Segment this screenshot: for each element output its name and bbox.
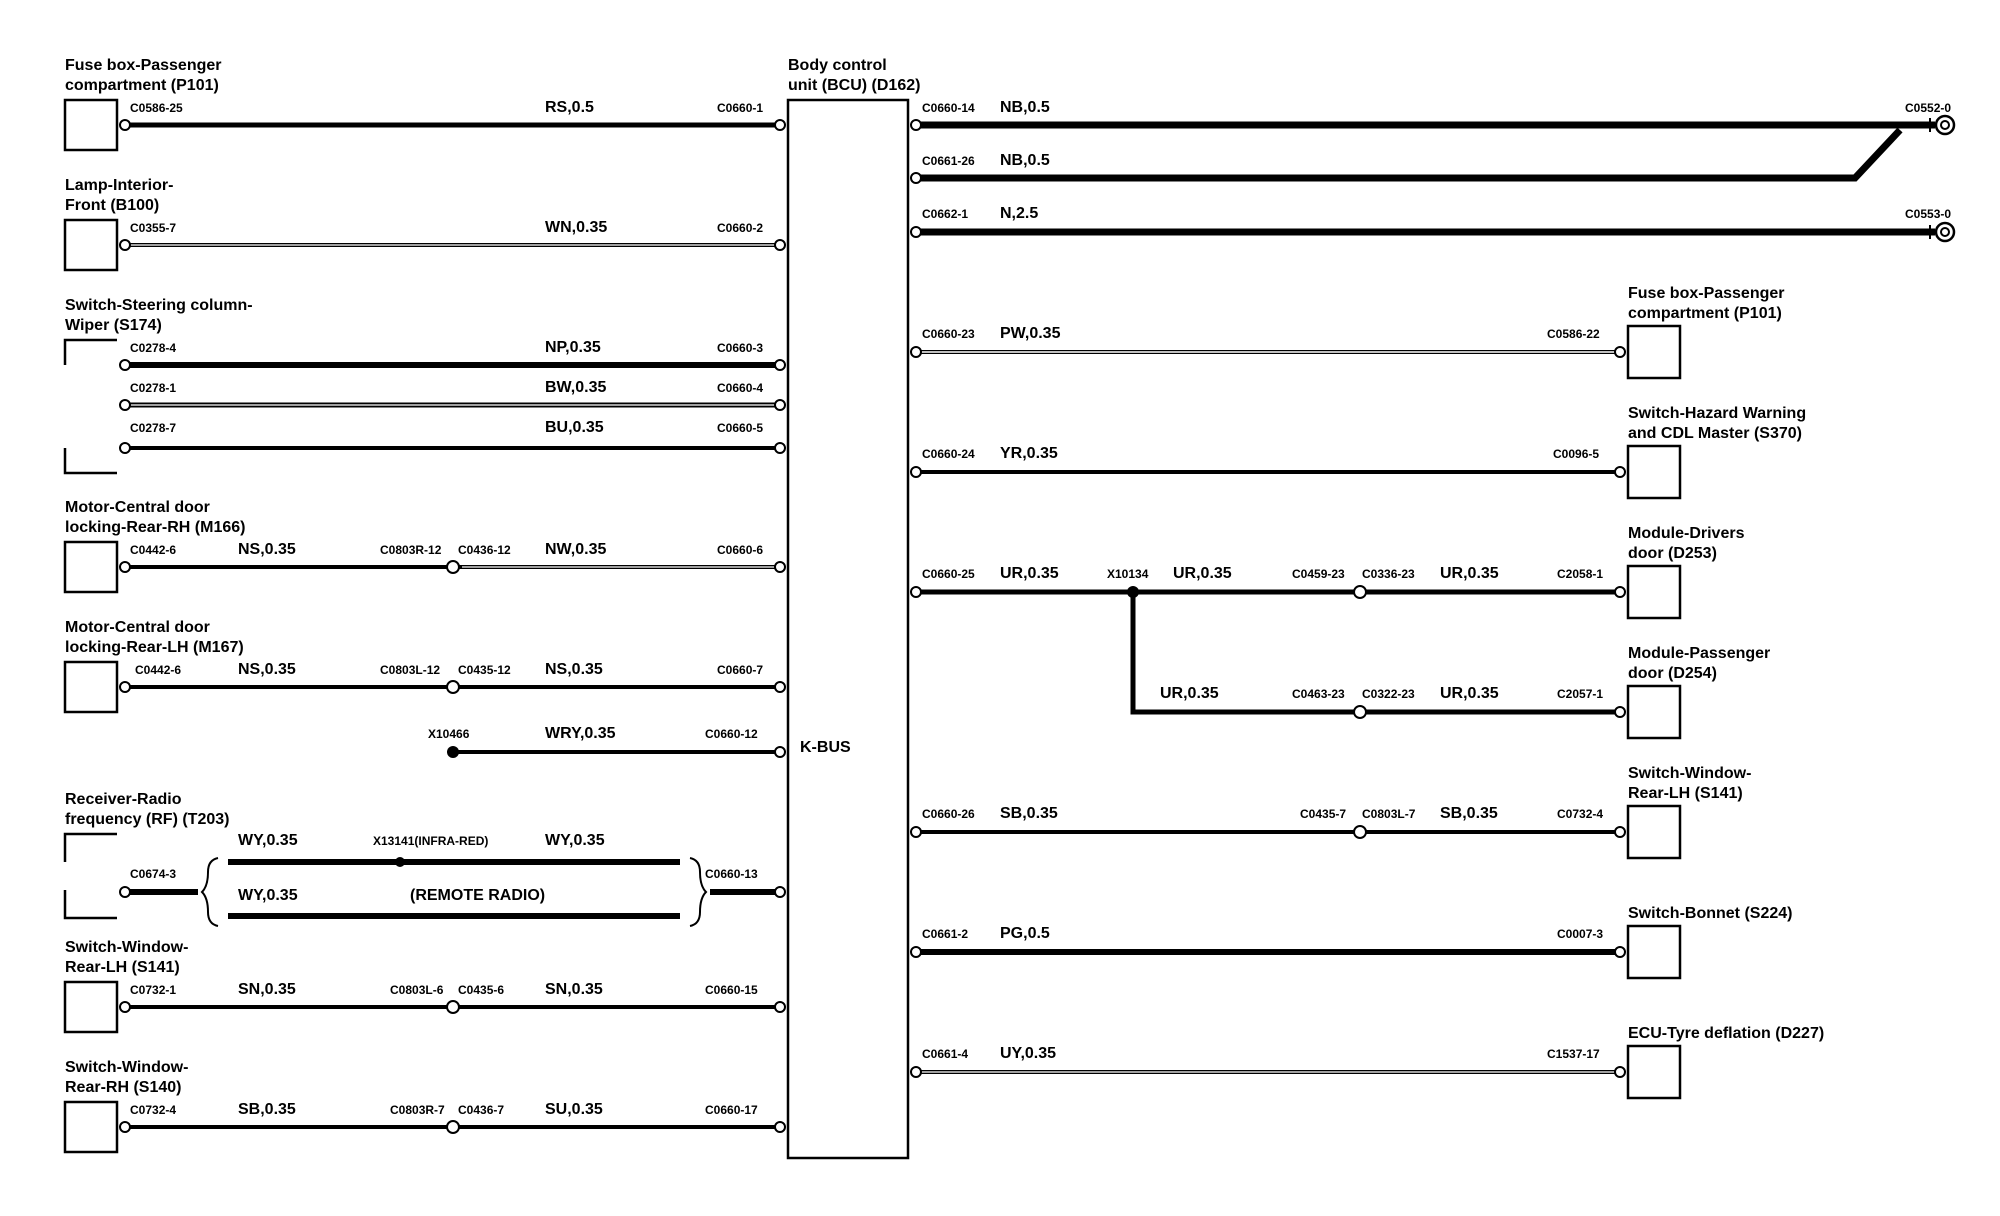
inline-connector-label: C0435-7 <box>1300 807 1347 821</box>
splice-label: X10466 <box>428 727 470 741</box>
component-box <box>65 982 117 1032</box>
inline-connector-label: C0436-12 <box>458 543 511 557</box>
terminal <box>775 887 785 897</box>
component-label: compartment (P101) <box>65 77 219 94</box>
bcu-pin-label: C0660-24 <box>922 447 975 461</box>
left-lamp-row <box>65 177 785 270</box>
wire-label: SU,0.35 <box>545 1101 603 1118</box>
component-label: door (D254) <box>1628 665 1717 682</box>
connector-label: C2057-1 <box>1557 687 1604 701</box>
terminal <box>911 227 921 237</box>
bcu-pin-label: C0660-3 <box>717 341 764 355</box>
component-label: Switch-Window- <box>65 1059 189 1076</box>
left-window-lh-row <box>65 939 785 1032</box>
terminal <box>775 1122 785 1132</box>
wire-label: NW,0.35 <box>545 541 607 558</box>
wire-label: NS,0.35 <box>238 541 296 558</box>
terminal <box>1615 707 1625 717</box>
left-splice-row <box>428 725 785 758</box>
bcu-pin-label: C0660-13 <box>705 867 758 881</box>
component-label: and CDL Master (S370) <box>1628 425 1802 442</box>
wire-label: PW,0.35 <box>1000 325 1061 342</box>
bcu-pin-label: C0660-15 <box>705 983 758 997</box>
right-brace <box>690 858 706 926</box>
terminal <box>775 562 785 572</box>
inline-connector-label: C0463-23 <box>1292 687 1345 701</box>
component-label: Module-Passenger <box>1628 645 1771 662</box>
terminal <box>120 682 130 692</box>
terminal <box>775 747 785 757</box>
wire-label: SN,0.35 <box>238 981 296 998</box>
terminal <box>120 1122 130 1132</box>
bcu-box <box>788 100 908 1158</box>
splice-dot <box>447 746 459 758</box>
connector-label: C0007-3 <box>1557 927 1604 941</box>
terminal <box>911 467 921 477</box>
wire-label: WY,0.35 <box>545 832 605 849</box>
component-label: door (D253) <box>1628 545 1717 562</box>
wire-label: WY,0.35 <box>238 887 298 904</box>
body-control-unit <box>788 57 920 1158</box>
inline-connector <box>1354 826 1366 838</box>
inline-connector-label: C0803L-7 <box>1362 807 1416 821</box>
inline-connector-label: C0336-23 <box>1362 567 1415 581</box>
component-label: Switch-Window- <box>65 939 189 956</box>
splice-dot <box>395 857 405 867</box>
left-fuse-box-row <box>65 57 785 150</box>
component-label: Rear-RH (S140) <box>65 1079 182 1096</box>
component-label: Switch-Bonnet (S224) <box>1628 905 1793 922</box>
component-box <box>65 340 117 473</box>
terminal <box>120 1002 130 1012</box>
eyelet-label: C0552-0 <box>1905 101 1952 115</box>
bcu-pin-label: C0661-26 <box>922 154 975 168</box>
inline-connector <box>447 681 459 693</box>
bcu-pin-label: C0660-4 <box>717 381 764 395</box>
component-label: Lamp-Interior- <box>65 177 174 194</box>
component-label: Fuse box-Passenger <box>1628 285 1785 302</box>
connector-label: C0355-7 <box>130 221 177 235</box>
terminal <box>1615 1067 1625 1077</box>
bcu-pin-label: C0660-6 <box>717 543 764 557</box>
terminal <box>1615 467 1625 477</box>
component-label: compartment (P101) <box>1628 305 1782 322</box>
wire-label: SN,0.35 <box>545 981 603 998</box>
terminal <box>911 347 921 357</box>
terminal <box>120 240 130 250</box>
inline-connector-label: C0435-12 <box>458 663 511 677</box>
wire-label: BW,0.35 <box>545 379 607 396</box>
terminal <box>120 360 130 370</box>
wire-label: SB,0.35 <box>1440 805 1498 822</box>
component-label: Wiper (S174) <box>65 317 162 334</box>
terminal <box>775 240 785 250</box>
connector-label: C0732-4 <box>130 1103 177 1117</box>
wire-label: UY,0.35 <box>1000 1045 1057 1062</box>
terminal <box>1615 947 1625 957</box>
connector-label: C0278-1 <box>130 381 177 395</box>
eyelet-label: C0553-0 <box>1905 207 1952 221</box>
connector-label: C0732-1 <box>130 983 177 997</box>
wire-label: PG,0.5 <box>1000 925 1050 942</box>
connector-label: C2058-1 <box>1557 567 1604 581</box>
inline-connector <box>447 561 459 573</box>
wire-label: SB,0.35 <box>238 1101 296 1118</box>
terminal <box>911 1067 921 1077</box>
connector-label: C0278-4 <box>130 341 177 355</box>
component-box <box>1628 566 1680 618</box>
left-wiper-switch-rows <box>65 297 785 473</box>
inline-connector-label: C0435-6 <box>458 983 505 997</box>
inline-connector <box>447 1001 459 1013</box>
terminal <box>911 173 921 183</box>
wire-label: NP,0.35 <box>545 339 601 356</box>
wire-label: WN,0.35 <box>545 219 608 236</box>
terminal <box>120 443 130 453</box>
wire <box>916 130 1900 178</box>
wire-label: SB,0.35 <box>1000 805 1058 822</box>
inline-connector-label: C0803L-6 <box>390 983 444 997</box>
terminal <box>1615 587 1625 597</box>
bcu-pin-label: C0661-2 <box>922 927 969 941</box>
component-label: Receiver-Radio <box>65 791 182 808</box>
left-receiver-row <box>65 791 785 926</box>
inline-connector-label: C0803R-7 <box>390 1103 445 1117</box>
terminal <box>911 587 921 597</box>
terminal <box>911 120 921 130</box>
splice-label: X13141(INFRA-RED) <box>373 834 489 848</box>
connector-label: C0442-6 <box>130 543 177 557</box>
wire-label: UR,0.35 <box>1440 685 1499 702</box>
left-motor-lh-row <box>65 619 785 712</box>
connector-label: C0732-4 <box>1557 807 1604 821</box>
wire-label: UR,0.35 <box>1173 565 1232 582</box>
component-label: Switch-Hazard Warning <box>1628 405 1807 422</box>
component-box <box>1628 806 1680 858</box>
terminal <box>775 120 785 130</box>
inline-connector-label: C0436-7 <box>458 1103 505 1117</box>
terminal <box>1615 827 1625 837</box>
wire-label: UR,0.35 <box>1160 685 1219 702</box>
component-box <box>1628 926 1680 978</box>
terminal <box>911 827 921 837</box>
component-box <box>1628 686 1680 738</box>
connector-label: C0096-5 <box>1553 447 1600 461</box>
wire-label: UR,0.35 <box>1440 565 1499 582</box>
connector-label: C0586-25 <box>130 101 183 115</box>
terminal <box>775 1002 785 1012</box>
component-label: Rear-LH (S141) <box>65 959 180 976</box>
terminal <box>775 400 785 410</box>
bcu-pin-label: C0660-17 <box>705 1103 758 1117</box>
bcu-title-line2: unit (BCU) (D162) <box>788 77 921 94</box>
bcu-pin-label: C0660-14 <box>922 101 975 115</box>
variant-label: (REMOTE RADIO) <box>410 887 546 904</box>
component-label: Switch-Steering column- <box>65 297 253 314</box>
bcu-pin-label: C0660-7 <box>717 663 764 677</box>
wire-label: NB,0.5 <box>1000 152 1050 169</box>
terminal <box>1615 347 1625 357</box>
wire-label: NS,0.35 <box>545 661 603 678</box>
bcu-pin-label: C0660-2 <box>717 221 764 235</box>
component-box <box>1628 1046 1680 1098</box>
component-label: Module-Drivers <box>1628 525 1745 542</box>
splice-label: X10134 <box>1107 567 1149 581</box>
bcu-pin-label: C0661-4 <box>922 1047 969 1061</box>
terminal <box>775 443 785 453</box>
component-label: Fuse box-Passenger <box>65 57 222 74</box>
connector-label: C0586-22 <box>1547 327 1600 341</box>
k-bus-label: K-BUS <box>800 739 851 756</box>
right-hazard-row <box>911 405 1806 498</box>
inline-connector <box>1354 586 1366 598</box>
component-box <box>65 834 117 918</box>
ground-eyelet-hole <box>1941 121 1949 129</box>
left-motor-rh-row <box>65 499 785 592</box>
component-box <box>1628 326 1680 378</box>
bcu-title-line1: Body control <box>788 57 887 74</box>
component-label: frequency (RF) (T203) <box>65 811 230 828</box>
component-label: Rear-LH (S141) <box>1628 785 1743 802</box>
inline-connector <box>1354 706 1366 718</box>
component-label: Motor-Central door <box>65 619 210 636</box>
inline-connector <box>447 1121 459 1133</box>
component-label: Front (B100) <box>65 197 160 214</box>
left-window-rh-row <box>65 1059 785 1152</box>
component-box <box>65 542 117 592</box>
connector-label: C0442-6 <box>135 663 182 677</box>
terminal <box>775 360 785 370</box>
right-window-lh-row <box>911 765 1751 858</box>
bcu-pin-label: C0662-1 <box>922 207 969 221</box>
bcu-pin-label: C0660-12 <box>705 727 758 741</box>
bcu-pin-label: C0660-26 <box>922 807 975 821</box>
right-fuse-box-row <box>911 285 1785 378</box>
wire-label: BU,0.35 <box>545 419 604 436</box>
connector-label: C1537-17 <box>1547 1047 1600 1061</box>
wire-label: NS,0.35 <box>238 661 296 678</box>
wire-label: NB,0.5 <box>1000 99 1050 116</box>
bcu-pin-label: C0660-23 <box>922 327 975 341</box>
wire-label: UR,0.35 <box>1000 565 1059 582</box>
inline-connector-label: C0459-23 <box>1292 567 1345 581</box>
component-label: Switch-Window- <box>1628 765 1752 782</box>
inline-connector-label: C0322-23 <box>1362 687 1415 701</box>
component-label: locking-Rear-LH (M167) <box>65 639 244 656</box>
connector-label: C0674-3 <box>130 867 177 881</box>
component-box <box>65 220 117 270</box>
right-ground3-row <box>911 205 1954 241</box>
ground-eyelet-hole <box>1941 228 1949 236</box>
wire-label: N,2.5 <box>1000 205 1039 222</box>
bcu-pin-label: C0660-25 <box>922 567 975 581</box>
component-label: Motor-Central door <box>65 499 210 516</box>
right-drivers-door-row <box>911 525 1745 618</box>
wire-label: YR,0.35 <box>1000 445 1058 462</box>
component-box <box>65 100 117 150</box>
wire-label: WY,0.35 <box>238 832 298 849</box>
right-bonnet-row <box>911 905 1792 978</box>
right-tyre-ecu-row <box>911 1025 1824 1098</box>
wire-label: WRY,0.35 <box>545 725 616 742</box>
terminal <box>120 887 130 897</box>
bcu-pin-label: C0660-1 <box>717 101 764 115</box>
component-label: locking-Rear-RH (M166) <box>65 519 246 536</box>
component-label: ECU-Tyre deflation (D227) <box>1628 1025 1825 1042</box>
right-ground-rows <box>911 99 1954 183</box>
left-brace <box>202 858 218 926</box>
terminal <box>775 682 785 692</box>
terminal <box>120 400 130 410</box>
terminal <box>911 947 921 957</box>
inline-connector-label: C0803R-12 <box>380 543 442 557</box>
bcu-pin-label: C0660-5 <box>717 421 764 435</box>
component-box <box>1628 446 1680 498</box>
component-box <box>65 662 117 712</box>
terminal <box>120 120 130 130</box>
terminal <box>120 562 130 572</box>
connector-label: C0278-7 <box>130 421 177 435</box>
wire-label: RS,0.5 <box>545 99 594 116</box>
component-box <box>65 1102 117 1152</box>
inline-connector-label: C0803L-12 <box>380 663 441 677</box>
